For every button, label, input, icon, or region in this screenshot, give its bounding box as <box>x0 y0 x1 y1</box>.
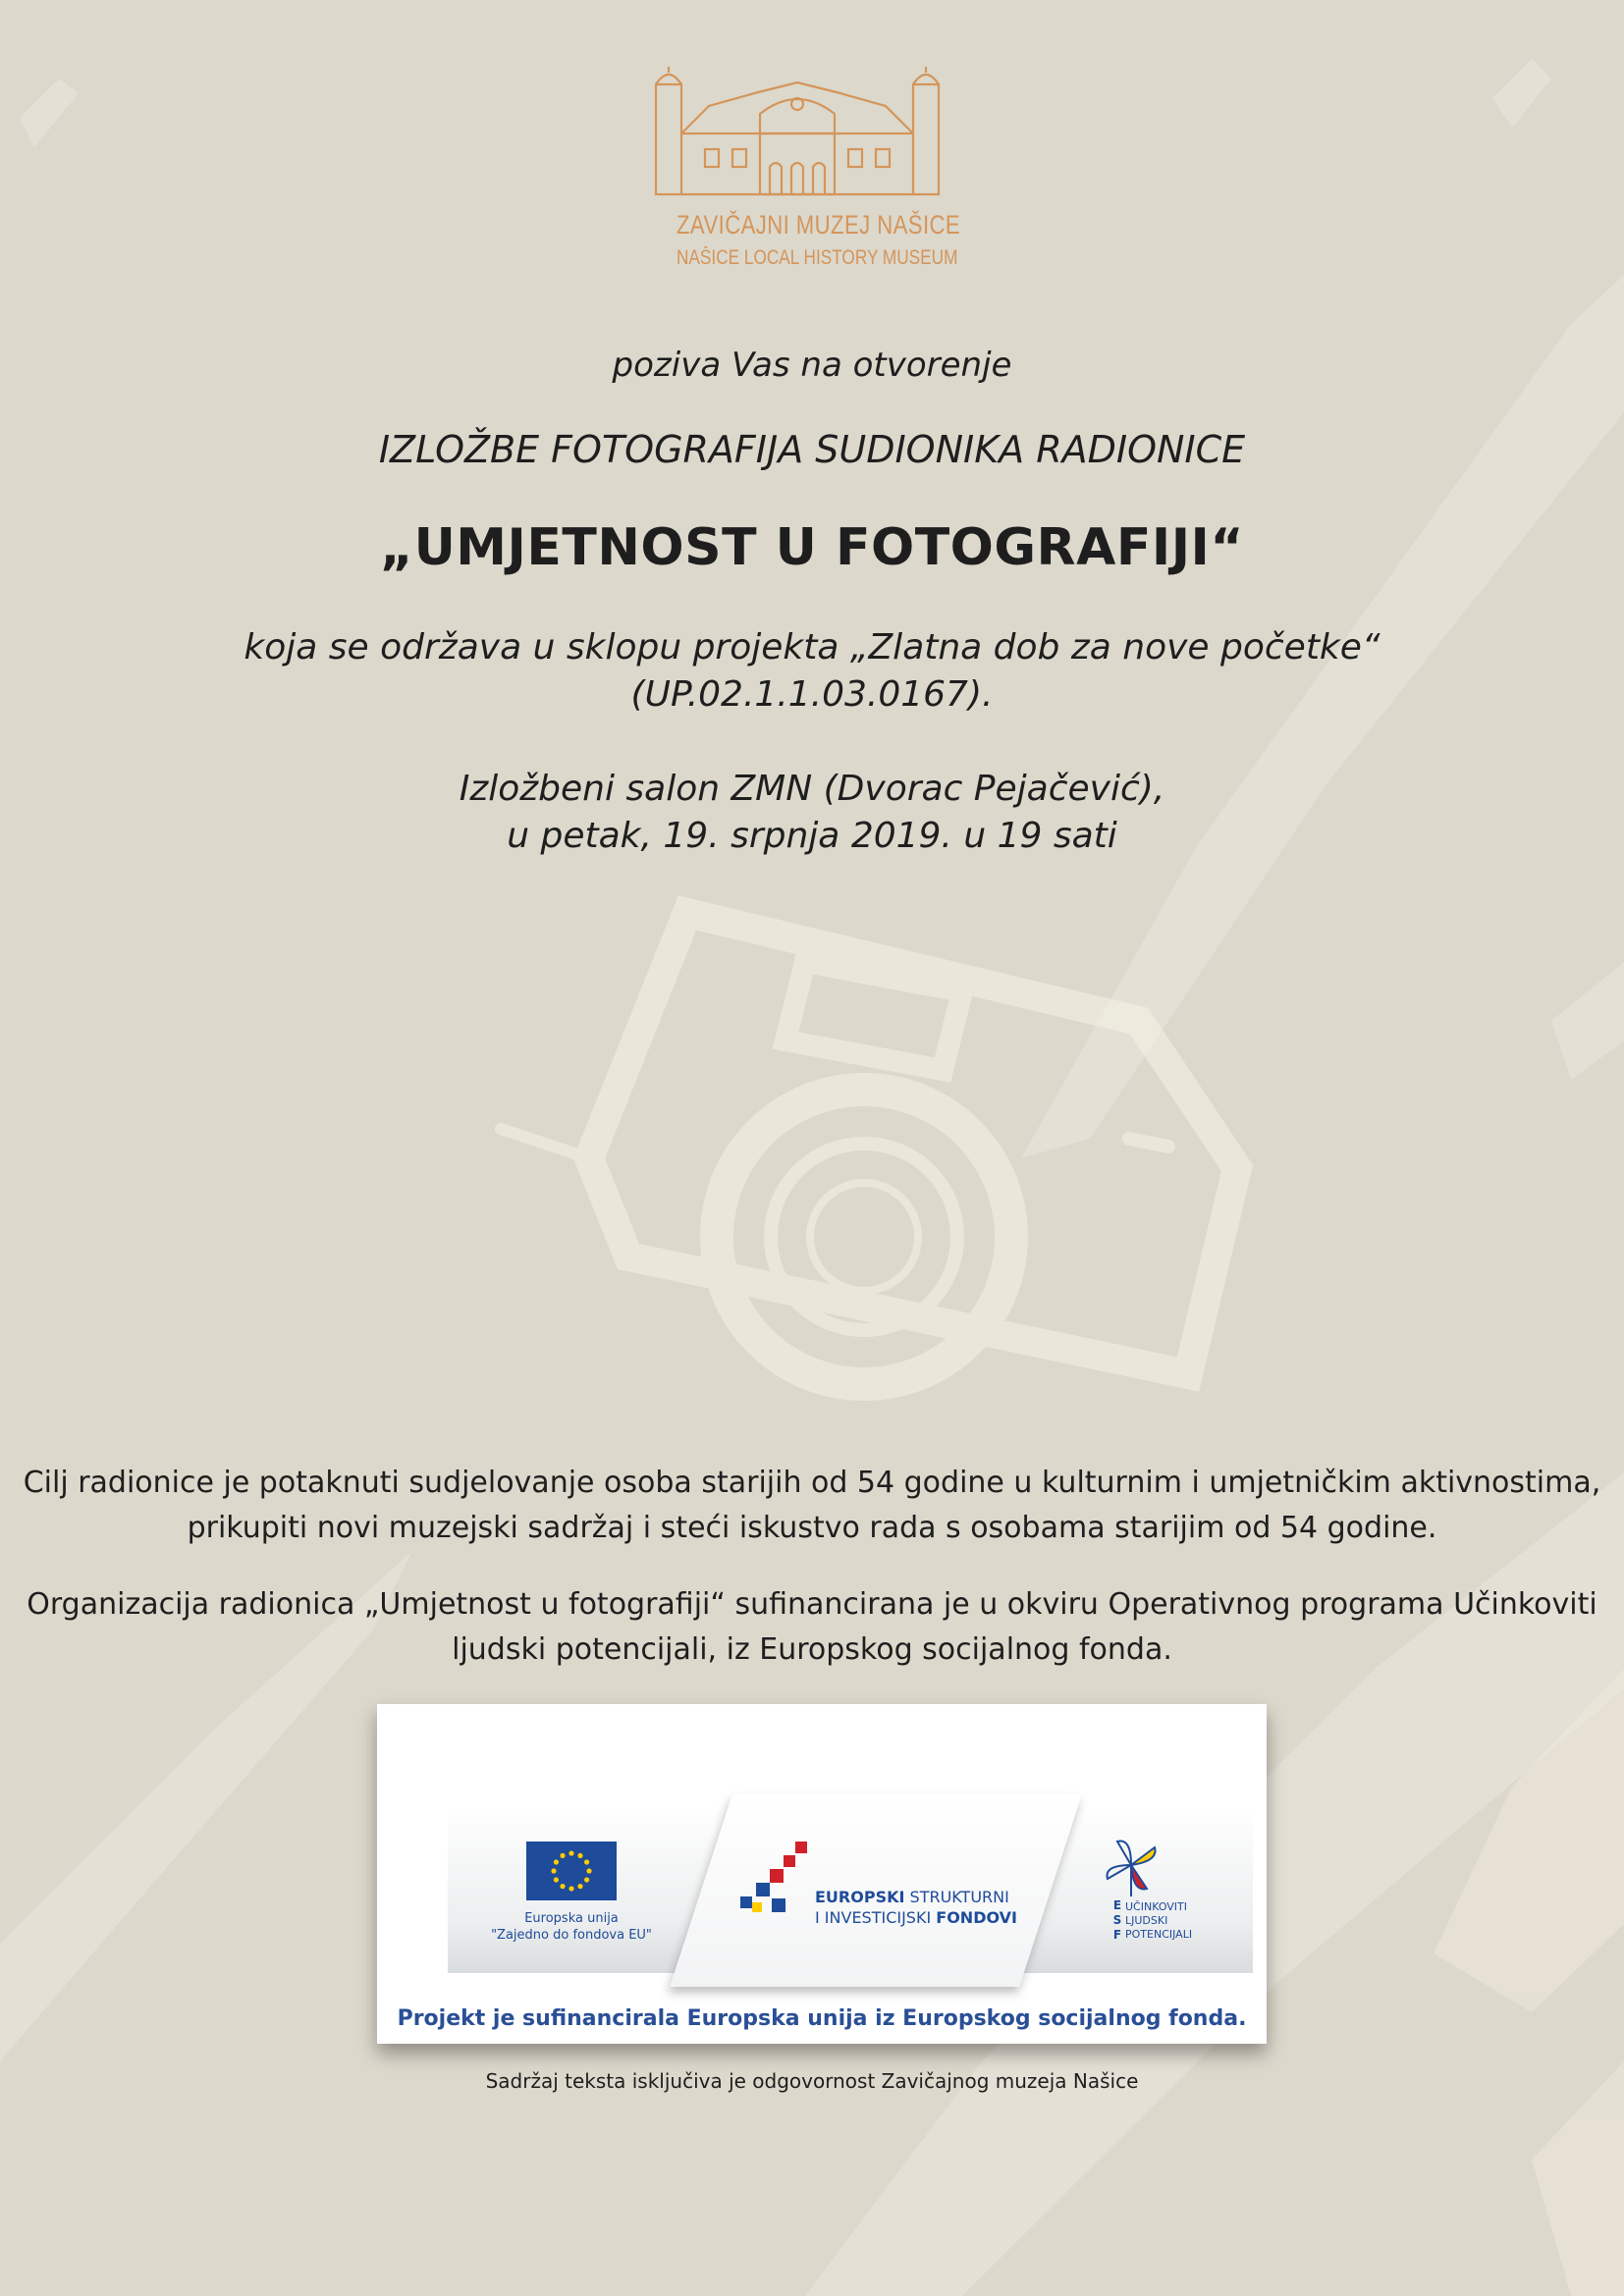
eu-flag-icon <box>526 1842 617 1900</box>
project-info <box>0 624 1624 719</box>
esf-pinwheel-icon <box>1098 1834 1166 1896</box>
venue-location: Izložbeni salon ZMN (Dvorac Pejačević), <box>459 769 1165 809</box>
esf-letter: F <box>1112 1928 1122 1942</box>
exhibition-title: „UMJETNOST U FOTOGRAFIJI“ <box>379 518 1245 577</box>
esif-word: STRUKTURNI <box>909 1888 1009 1906</box>
castle-icon <box>650 65 945 196</box>
esif-squares-icon <box>740 1842 819 1930</box>
esif-logo-text <box>815 1887 1017 1928</box>
goal-paragraph <box>0 1461 1624 1551</box>
eu-label <box>475 1910 668 1944</box>
goal-line: Cilj radionice je potaknuti sudjelovanje osoba starijih od 54 godine u kulturnim i umjetničkim aktivnostima, <box>23 1466 1601 1500</box>
banner-caption: Projekt je sufinancirala Europska unija iz Europskog socijalnog fonda. <box>397 2006 1247 2031</box>
esf-letter: S <box>1112 1913 1122 1927</box>
venue-info <box>0 766 1624 860</box>
museum-name: ZAVIČAJNI MUZEJ NAŠICE <box>677 210 961 240</box>
esif-word: I INVESTICIJSKI <box>815 1908 932 1927</box>
esf-letters <box>1111 1898 1123 1943</box>
disclaimer: Sadržaj teksta isključiva je odgovornost Zavičajnog muzeja Našice <box>485 2069 1139 2093</box>
project-code: (UP.02.1.1.03.0167). <box>630 674 994 715</box>
invitation-intro: poziva Vas na otvorenje <box>612 346 1012 385</box>
exhibition-heading: IZLOŽBE FOTOGRAFIJA SUDIONIKA RADIONICE <box>378 428 1246 471</box>
eu-funding-banner <box>377 1704 1267 2044</box>
funding-line: ljudski potencijali, iz Europskog socijalnog fonda. <box>452 1632 1172 1667</box>
esf-letter: E <box>1112 1898 1122 1912</box>
museum-logo <box>650 65 961 270</box>
project-line: koja se održava u sklopu projekta „Zlatna dob za nove početke“ <box>244 627 1380 667</box>
funding-line: Organizacija radionica „Umjetnost u fotografiji“ sufinancirana je u okviru Operativnog programa Učinkoviti <box>27 1587 1597 1622</box>
esf-word: UČINKOVITI <box>1125 1900 1188 1913</box>
esf-word: LJUDSKI <box>1125 1914 1168 1927</box>
esf-word: POTENCIJALI <box>1125 1928 1193 1941</box>
venue-datetime: u petak, 19. srpnja 2019. u 19 sati <box>507 816 1117 856</box>
esif-word-bold: EUROPSKI <box>815 1888 905 1906</box>
goal-line: prikupiti novi muzejski sadržaj i steći iskustvo rada s osobama starijim od 54 godine. <box>187 1511 1437 1545</box>
museum-subtitle: NAŠICE LOCAL HISTORY MUSEUM <box>677 246 958 269</box>
esif-word-bold: FONDOVI <box>936 1908 1017 1927</box>
eu-label-line: Europska unija <box>524 1911 619 1926</box>
esf-logo-text <box>1125 1900 1192 1942</box>
funding-paragraph <box>0 1582 1624 1673</box>
eu-label-slogan: "Zajedno do fondova EU" <box>491 1928 652 1943</box>
